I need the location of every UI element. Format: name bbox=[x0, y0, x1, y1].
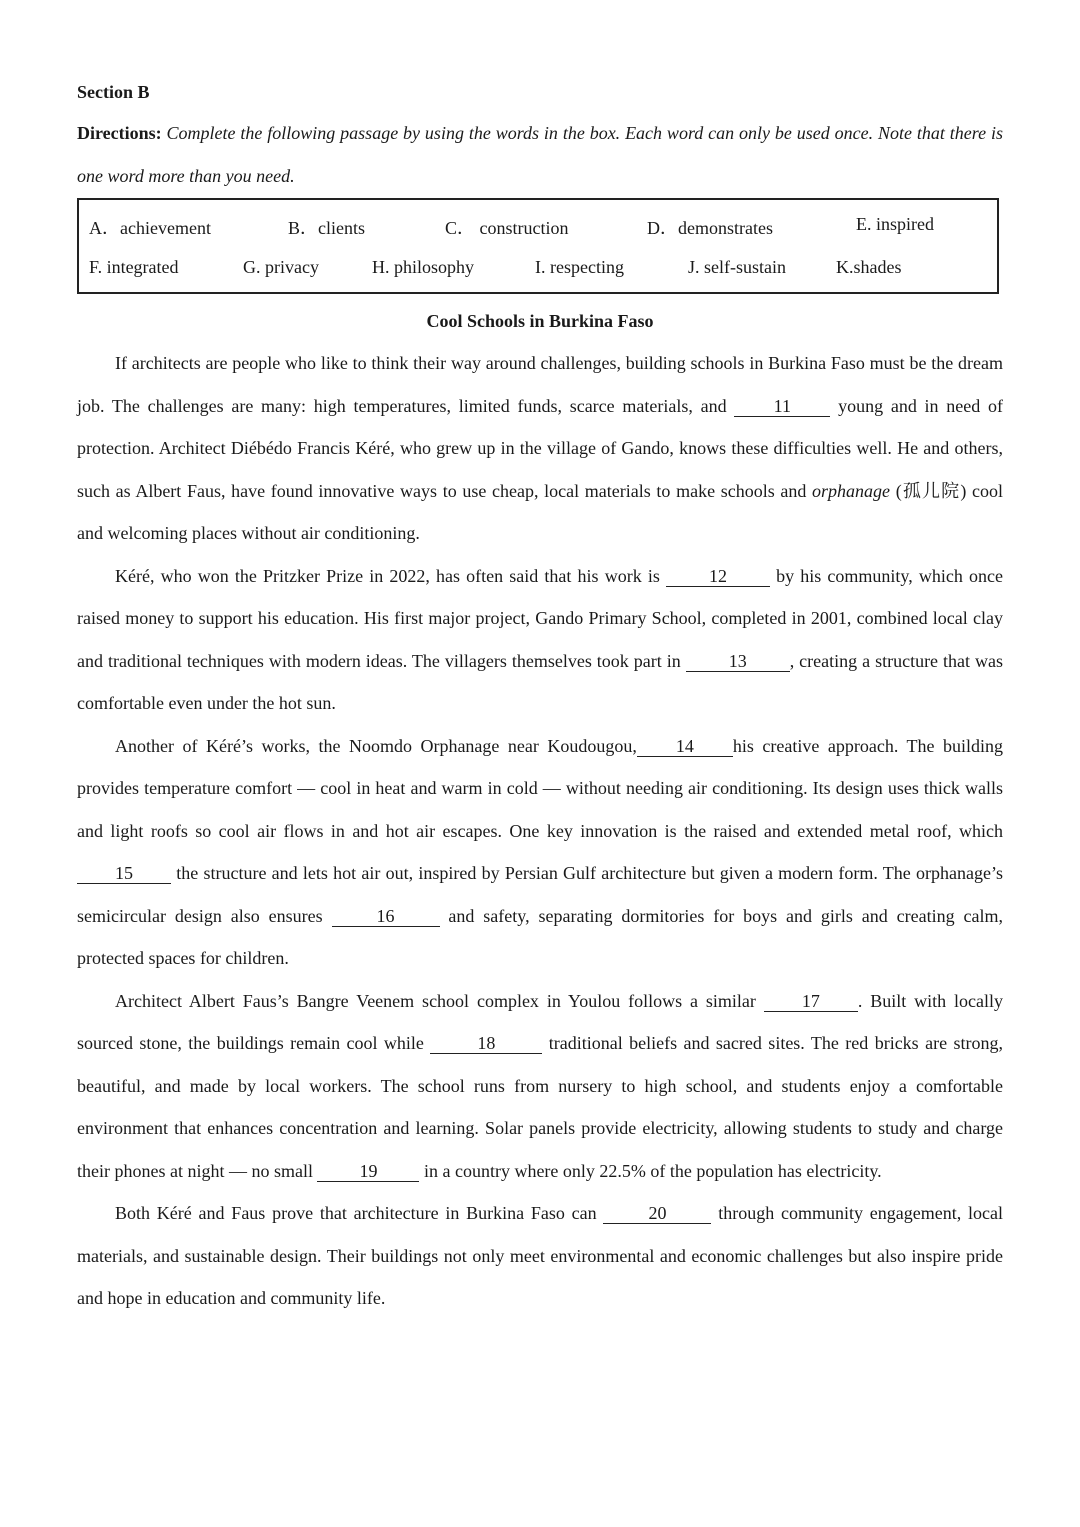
directions-label: Directions: bbox=[77, 123, 162, 143]
directions-text: Complete the following passage by using the words in the box. Each word can only be used once. Note that there is one word more than you need. bbox=[77, 123, 1003, 186]
word-option: B．clients bbox=[288, 218, 365, 238]
paragraph-text: traditional beliefs and sacred sites. The red bricks are strong, beautiful, and made by local workers. The school runs from nursery to high school, and students enjoy a comfortable environment that enhances concentration and learning. Solar panels provide electricity, allowing students to study and charge their phones at night — no small bbox=[77, 1033, 1003, 1181]
paragraph-3 bbox=[77, 725, 1003, 980]
word-option: A．achievement bbox=[89, 218, 211, 238]
paragraph-text: and safety, separating dormitories for boys and girls and creating calm, protected spaces for children. bbox=[77, 905, 1003, 968]
word-option: C． construction bbox=[445, 218, 569, 238]
paragraph-text: If architects are people who like to think their way around challenges, building schools in Burkina Faso must be the dream job. The challenges are many: high temperatures, limited funds, scarce materials, and bbox=[77, 353, 1003, 416]
paragraph-text: the structure and lets hot air out, inspired by Persian Gulf architecture but given a modern form. The orphanage’s semicircular design also ensures bbox=[77, 863, 1003, 926]
italic-term: orphanage bbox=[812, 480, 891, 501]
blank-14[interactable]: 14 bbox=[637, 736, 733, 757]
blank-20[interactable]: 20 bbox=[603, 1203, 711, 1224]
word-option: H. philosophy bbox=[372, 257, 475, 277]
word-option: D．demonstrates bbox=[647, 218, 773, 238]
paragraph-text: young and in need of protection. Architect Diébédo Francis Kéré, who grew up in the village of Gando, knows these difficulties well. He and others, such as Albert Faus, have found innovative ways to use cheap, local materials to make schools and bbox=[77, 395, 1004, 501]
blank-19[interactable]: 19 bbox=[317, 1161, 419, 1182]
directions bbox=[77, 112, 1003, 198]
section-title: Section B bbox=[77, 82, 150, 102]
blank-11[interactable]: 11 bbox=[734, 396, 830, 417]
blank-15[interactable]: 15 bbox=[77, 863, 171, 884]
word-option: F. integrated bbox=[89, 257, 179, 277]
word-box-row bbox=[79, 257, 997, 287]
blank-18[interactable]: 18 bbox=[430, 1033, 542, 1054]
word-option: I. respecting bbox=[535, 257, 624, 277]
paragraph-1 bbox=[77, 342, 1003, 555]
paragraph-text: Both Kéré and Faus prove that architecture in Burkina Faso can bbox=[115, 1203, 604, 1223]
word-option: E. inspired bbox=[856, 214, 934, 234]
word-option: K.shades bbox=[836, 257, 902, 277]
paragraph-text: in a country where only 22.5% of the population has electricity. bbox=[419, 1160, 882, 1181]
paragraph-5 bbox=[77, 1192, 1003, 1320]
blank-12[interactable]: 12 bbox=[666, 566, 770, 587]
paragraph-text: , creating a structure that was comfortable even under the hot sun. bbox=[77, 650, 1003, 713]
passage bbox=[77, 342, 1003, 1320]
paragraph-text: his creative approach. The building provides temperature comfort — cool in heat and warm in cold — without needing air conditioning. Its design uses thick walls and light roofs so cool air flows in and hot air escapes. One key innovation is the raised and extended metal roof, which bbox=[77, 735, 1003, 841]
paragraph-text: Kéré, who won the Pritzker Prize in 2022, has often said that his work is bbox=[115, 565, 666, 586]
paragraph-text: through community engagement, local materials, and sustainable design. Their buildings not only meet environmental and economic challenges but also inspire pride and hope in education and community life. bbox=[77, 1203, 1004, 1308]
paragraph-text: (孤儿院) cool and welcoming places without air conditioning. bbox=[77, 480, 1003, 543]
passage-title: Cool Schools in Burkina Faso bbox=[426, 311, 654, 331]
paragraph-4 bbox=[77, 980, 1003, 1193]
paragraph-text: Another of Kéré’s works, the Noomdo Orphanage near Koudougou, bbox=[115, 735, 637, 756]
word-box bbox=[77, 198, 999, 294]
paragraph-2 bbox=[77, 555, 1003, 725]
paragraph-text: by his community, which once raised money to support his education. His first major project, Gando Primary School, completed in 2001, combined local clay and traditional techniques with modern ideas. The villagers themselves took part in bbox=[77, 565, 1003, 671]
blank-13[interactable]: 13 bbox=[686, 651, 790, 672]
word-option: J. self-sustain bbox=[688, 257, 786, 277]
blank-17[interactable]: 17 bbox=[764, 991, 858, 1012]
word-option: G. privacy bbox=[243, 257, 319, 277]
word-box-row bbox=[79, 214, 997, 244]
blank-16[interactable]: 16 bbox=[332, 906, 440, 927]
paragraph-text: . Built with locally sourced stone, the buildings remain cool while bbox=[77, 990, 1003, 1053]
paragraph-text: Architect Albert Faus’s Bangre Veenem school complex in Youlou follows a similar bbox=[115, 990, 764, 1011]
